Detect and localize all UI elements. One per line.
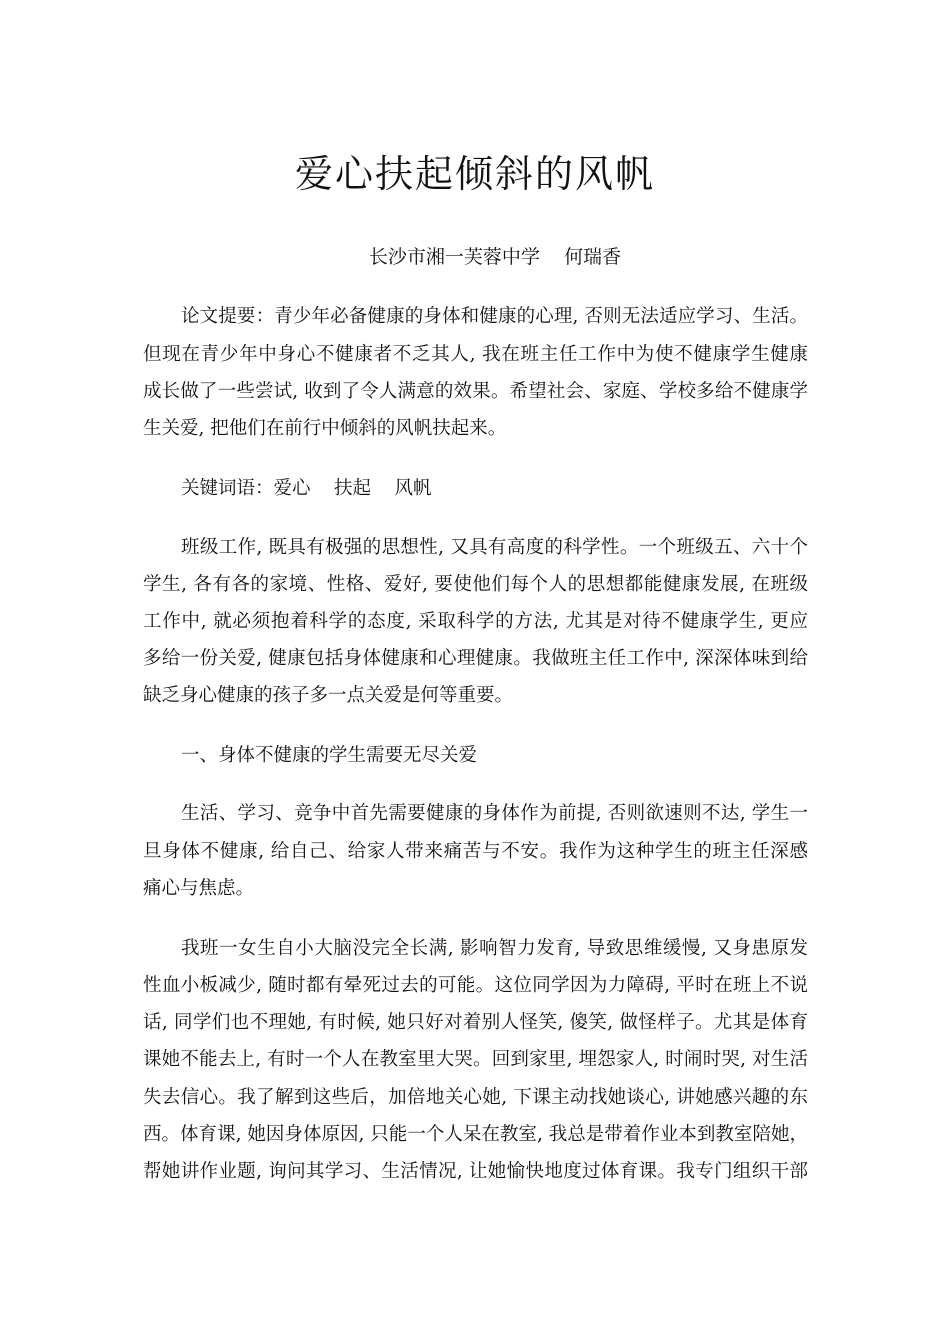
paragraph-line: 学生, 各有各的家境、性格、爱好, 要使他们每个人的思想都能健康发展, 在班级 <box>143 574 808 595</box>
paragraph-line: 工作中, 就必须抱着科学的态度, 采取科学的方法, 尤其是对待不健康学生, 更应 <box>143 611 808 632</box>
paragraph-line: 缺乏身心健康的孩子多一点关爱是何等重要。 <box>143 685 514 706</box>
paragraph-line: 课她不能去上, 有时一个人在教室里大哭。回到家里, 埋怨家人, 时闹时哭, 对生活 <box>143 1049 808 1070</box>
abstract-line: 成长做了一些尝试, 收到了令人满意的效果。希望社会、家庭、学校多给不健康学 <box>143 381 808 402</box>
paragraph-line: 性血小板减少, 随时都有晕死过去的可能。这位同学因为力障碍, 平时在班上不说 <box>143 975 808 996</box>
author-line: 长沙市湘一芙蓉中学 何瑞香 <box>368 246 622 268</box>
paragraph-line: 我班一女生自小大脑没完全长满, 影响智力发育, 导致思维缓慢, 又身患原发 <box>181 938 808 959</box>
paragraph-line: 西。体育课, 她因身体原因, 只能一个人呆在教室, 我总是带着作业本到教室陪她， <box>143 1124 808 1145</box>
paragraph-line: 旦身体不健康, 给自己、给家人带来痛苦与不安。我作为这种学生的班主任深感 <box>143 841 808 862</box>
abstract-line: 论文提要：青少年必备健康的身体和健康的心理, 否则无法适应学习、生活。 <box>181 306 808 327</box>
abstract-line: 生关爱, 把他们在前行中倾斜的风帆扶起来。 <box>143 418 507 439</box>
paragraph-line: 话, 同学们也不理她, 有时候, 她只好对着别人怪笑, 傻笑, 做怪样子。尤其是体育 <box>143 1012 808 1033</box>
paragraph-line: 班级工作, 既具有极强的思想性, 又具有高度的科学性。一个班级五、六十个 <box>181 537 808 558</box>
paragraph-line: 帮她讲作业题, 询问其学习、生活情况, 让她愉快地度过体育课。我专门组织干部 <box>143 1161 808 1182</box>
paragraph-line: 生活、学习、竞争中首先需要健康的身体作为前提, 否则欲速则不达, 学生一 <box>181 803 808 824</box>
paragraph-line: 痛心与焦虑。 <box>143 878 255 899</box>
abstract-line: 但现在青少年中身心不健康者不乏其人, 我在班主任工作中为使不健康学生健康 <box>143 344 808 365</box>
paragraph-line: 多给一份关爱, 健康包括身体健康和心理健康。我做班主任工作中, 深深体味到给 <box>143 648 808 669</box>
keywords-line: 关键词语：爱心 扶起 风帆 <box>181 478 432 499</box>
page-title: 爱心扶起倾斜的风帆 <box>294 152 655 196</box>
paragraph-line: 失去信心。我了解到这些后，加倍地关心她, 下课主动找她谈心, 讲她感兴趣的东 <box>143 1087 808 1108</box>
section-heading: 一、身体不健康的学生需要无尽关爱 <box>181 745 478 766</box>
